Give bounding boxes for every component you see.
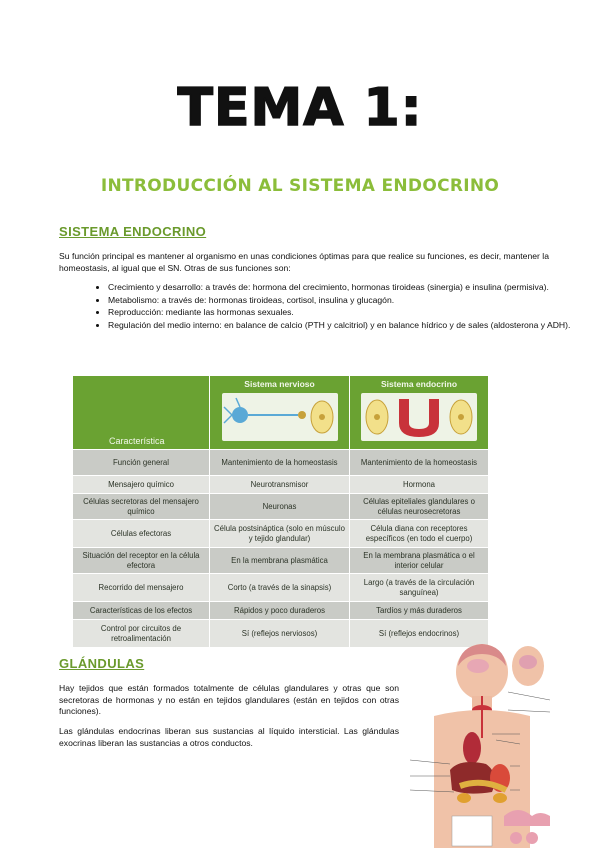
row-nervous: Neuronas — [210, 494, 350, 520]
section-heading-glandulas: GLÁNDULAS — [59, 656, 145, 671]
table-row — [73, 602, 489, 620]
endocrine-label: Sistema endocrino — [380, 379, 458, 389]
functions-list — [86, 282, 576, 332]
row-nervous: Rápidos y poco duraderos — [210, 602, 350, 620]
list-item: • Regulación del medio interno: en balance de calcio (PTH y calcitriol) y en balance hídrico y de sales (aldosterona y ADH). — [108, 320, 576, 332]
row-characteristic: Control por circuitos de retroalimentación — [73, 620, 210, 648]
row-characteristic: Recorrido del mensajero — [73, 574, 210, 602]
table-row — [73, 548, 489, 574]
row-endocrine: Células epiteliales glandulares o células neurosecretoras — [350, 494, 489, 520]
row-characteristic: Células efectoras — [73, 520, 210, 548]
table-header-nervous — [210, 376, 350, 450]
page-title: TEMA 1: — [177, 78, 423, 138]
table-header-endocrine — [350, 376, 489, 450]
row-endocrine: Célula diana con receptores específicos (en todo el cuerpo) — [350, 520, 489, 548]
list-item: • Crecimiento y desarrollo: a través de: hormona del crecimiento, hormonas tiroideas (sinergia) e insulina (permisiva). — [108, 282, 576, 294]
row-endocrine: En la membrana plasmática o el interior celular — [350, 548, 489, 574]
row-nervous: Célula postsináptica (solo en músculo y tejido glandular) — [210, 520, 350, 548]
neuron-illustration — [222, 393, 338, 441]
row-nervous: Sí (reflejos nerviosos) — [210, 620, 350, 648]
row-nervous: En la membrana plasmática — [210, 548, 350, 574]
table-row — [73, 494, 489, 520]
row-endocrine: Largo (a través de la circulación sanguínea) — [350, 574, 489, 602]
row-endocrine: Mantenimiento de la homeostasis — [350, 450, 489, 476]
list-item: • Reproducción: mediante las hormonas sexuales. — [108, 307, 576, 319]
row-characteristic: Situación del receptor en la célula efectora — [73, 548, 210, 574]
table-row — [73, 476, 489, 494]
row-nervous: Corto (a través de la sinapsis) — [210, 574, 350, 602]
glands-paragraph-2: Las glándulas endocrinas liberan sus sustancias al líquido intersticial. Las glándulas exocrinas liberan las sustancias a otros conductos. — [59, 726, 399, 748]
row-endocrine: Hormona — [350, 476, 489, 494]
row-characteristic: Mensajero químico — [73, 476, 210, 494]
section-heading-sistema-endocrino: SISTEMA ENDOCRINO — [59, 224, 207, 239]
row-endocrine: Tardíos y más duraderos — [350, 602, 489, 620]
table-row — [73, 574, 489, 602]
row-endocrine: Sí (reflejos endocrinos) — [350, 620, 489, 648]
row-characteristic: Células secretoras del mensajero químico — [73, 494, 210, 520]
comparison-table — [72, 375, 489, 648]
nervous-label: Sistema nervioso — [244, 379, 315, 389]
row-characteristic: Características de los efectos — [73, 602, 210, 620]
list-item: • Metabolismo: a través de: hormonas tiroideas, cortisol, insulina y glucagón. — [108, 295, 576, 307]
glands-paragraph-1: Hay tejidos que están formados totalmente de células glandulares y otras que son secretoras de hormonas y no están en tejidos glandulares (están en tejidos con otras funciones). — [59, 683, 399, 716]
page-subtitle: INTRODUCCIÓN AL SISTEMA ENDOCRINO — [100, 176, 500, 196]
gland-illustration — [361, 393, 477, 441]
table-row — [73, 450, 489, 476]
row-characteristic: Función general — [73, 450, 210, 476]
table-header-characteristic: Característica — [73, 376, 210, 450]
row-nervous: Neurotransmisor — [210, 476, 350, 494]
row-nervous: Mantenimiento de la homeostasis — [210, 450, 350, 476]
intro-paragraph: Su función principal es mantener al organismo en unas condiciones óptimas para que realice su funciones, es decir, mantener la homeostasis, al igual que el SN. Otras de sus funciones son: — [59, 251, 549, 273]
table-row — [73, 520, 489, 548]
endocrine-anatomy-illustration — [400, 640, 600, 848]
